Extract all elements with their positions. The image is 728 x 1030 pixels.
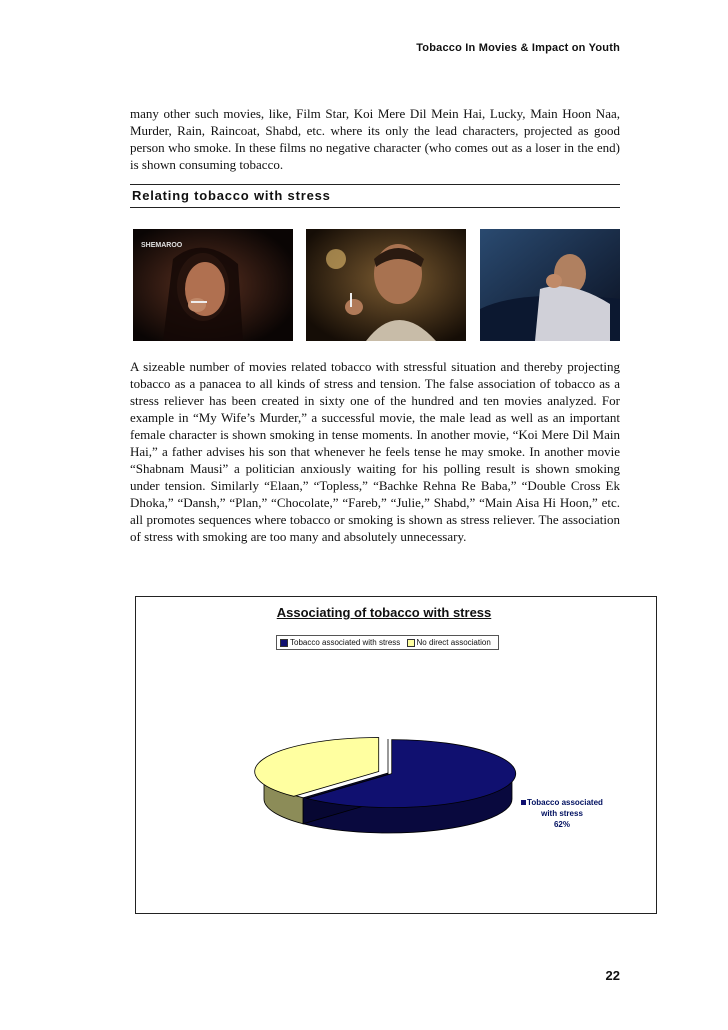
pie-plot [136, 597, 658, 915]
running-header: Tobacco In Movies & Impact on Youth [416, 42, 620, 54]
film-still-man-smoking [306, 229, 466, 341]
page-number: 22 [605, 968, 620, 983]
film-still-woman-smoking [133, 229, 293, 341]
chart-title: Associating of tobacco with stress [276, 605, 492, 620]
legend-label-0: Tobacco associated with stress [290, 638, 401, 647]
slice-data-label [512, 797, 612, 830]
slice-label-line1: Tobacco associated [527, 798, 603, 807]
stress-paragraph: A sizeable number of movies related tobacco with stressful situation and thereby projecting tobacco as a panacea to all kinds of stress and tension. The false association of tobacco as a stress reliever has been created in sixty one of the hundred and ten movies analyzed. For example in “My Wife’s Murder,” a successful movie, the male lead as well as an important female character is shown smoking in tense moments. In another movie, “Koi Mere Dil Main Hai,” a father advises his son that whenever he feels tense he may smoke. In another movie “Shabnam Mausi” a politician anxiously waiting for his polling result is shown smoking under tension. Similarly “Elaan,” “Topless,” “Bachke Rehna Re Baba,” “Double Cross Ek Dhoka,” “Dansh,” “Plan,” “Chocolate,” “Fareb,” “Julie,” Shabd,” “Main Aisa Hi Hoon,” etc. all promotes sequences where tobacco or smoking is shown as stress reliever. The association of stress with smoking are too many and absolutely unnecessary. [130, 359, 620, 544]
section-heading-bar [130, 184, 620, 208]
slice-label-swatch [521, 800, 526, 805]
intro-paragraph: many other such movies, like, Film Star, Koi Mere Dil Mein Hai, Lucky, Main Hoon Naa, Murder, Rain, Raincoat, Shabd, etc. where its only the lead characters, projected as good person who smoke. In these films no negative character (who comes out as a loser in the end) is shown consuming tobacco. [130, 106, 620, 172]
pie-chart [135, 596, 657, 914]
slice-label-line3: 62% [553, 820, 570, 829]
film-still-man-reclining [480, 229, 620, 341]
watermark-text: SHEMAROO [141, 242, 183, 249]
legend-label-1: No direct association [416, 638, 491, 647]
slice-label-line2: with stress [541, 809, 583, 818]
section-heading: Relating tobacco with stress [132, 188, 331, 203]
